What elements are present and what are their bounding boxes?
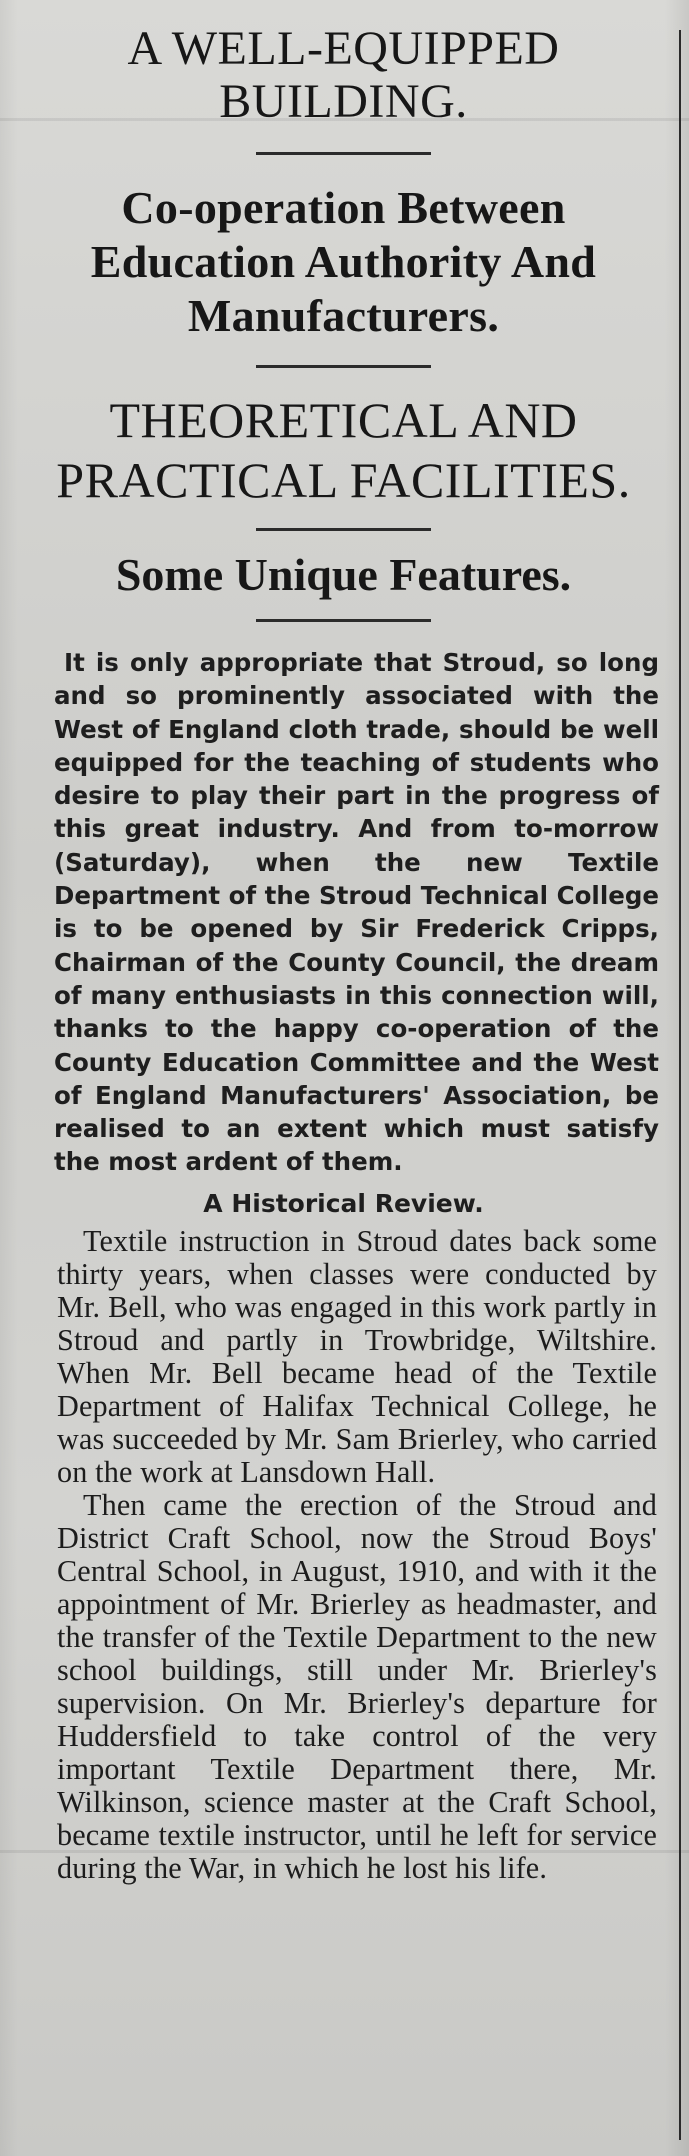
paper-fold [0, 118, 689, 121]
subheadline-3: Some Unique Features. [115, 549, 572, 600]
paper-fold [0, 1850, 689, 1853]
body-paragraph: Then came the erection of the Stroud and District Craft School, now the Stroud Boys' Central School, in August, 1910, and with it the appointment of Mr. Brierley as headmaster, and the transfer of the Textile Department to the new school buildings, still under Mr. Brierley's supervision. On Mr. Brierley's departure for Huddersfield to take control of the very important Textile Department there, Mr. Wilkinson, science master at the Craft School, became textile instructor, until he left for service during the War, in which he lost his life. [57, 1487, 657, 1885]
subheadline-2-line-2: PRACTICAL FACILITIES. [56, 452, 631, 508]
subheadline-1-line-1: Co-operation Between [121, 182, 566, 233]
body-paragraph: Textile instruction in Stroud dates back some thirty years, when classes were conducted by Mr. Bell, who was engaged in this work partly in Stroud and partly in Trowbridge, Wiltshire. When Mr. Bell became head of the Textile Department of Halifax Technical College, he was succeeded by Mr. Sam Brierley, who carried on the work at Lansdown Hall. [57, 1223, 657, 1489]
subheadline-2-line-1: THEORETICAL AND [109, 392, 578, 448]
column-edge-line [679, 30, 681, 2140]
lead-paragraph: It is only appropriate that Stroud, so long and so prominently associated with the West of England cloth trade, should be well equipped for the teaching of students who desire to play their part in the progress of this great industry. And from to-morrow (Saturday), when the new Textile Department of the Stroud Technical College is to be opened by Sir Frederick Cripps, Chairman of the County Council, the dream of many enthusiasts in this connection will, thanks to the happy co-operation of the County Education Committee and the West of England Manufacturers' Association, be realised to an extent which must satisfy the most ardent of them. [54, 648, 659, 1177]
divider-rule [256, 619, 431, 622]
divider-rule [256, 365, 431, 368]
headline-line-1: A WELL-EQUIPPED [127, 22, 560, 75]
headline-line-2: BUILDING. [219, 75, 468, 128]
subheadline-1-line-2: Education Authority And [90, 236, 597, 287]
section-heading: A Historical Review. [203, 1188, 484, 1218]
subheadline-1-line-3: Manufacturers. [187, 290, 500, 341]
divider-rule [256, 152, 431, 155]
divider-rule [256, 528, 431, 531]
